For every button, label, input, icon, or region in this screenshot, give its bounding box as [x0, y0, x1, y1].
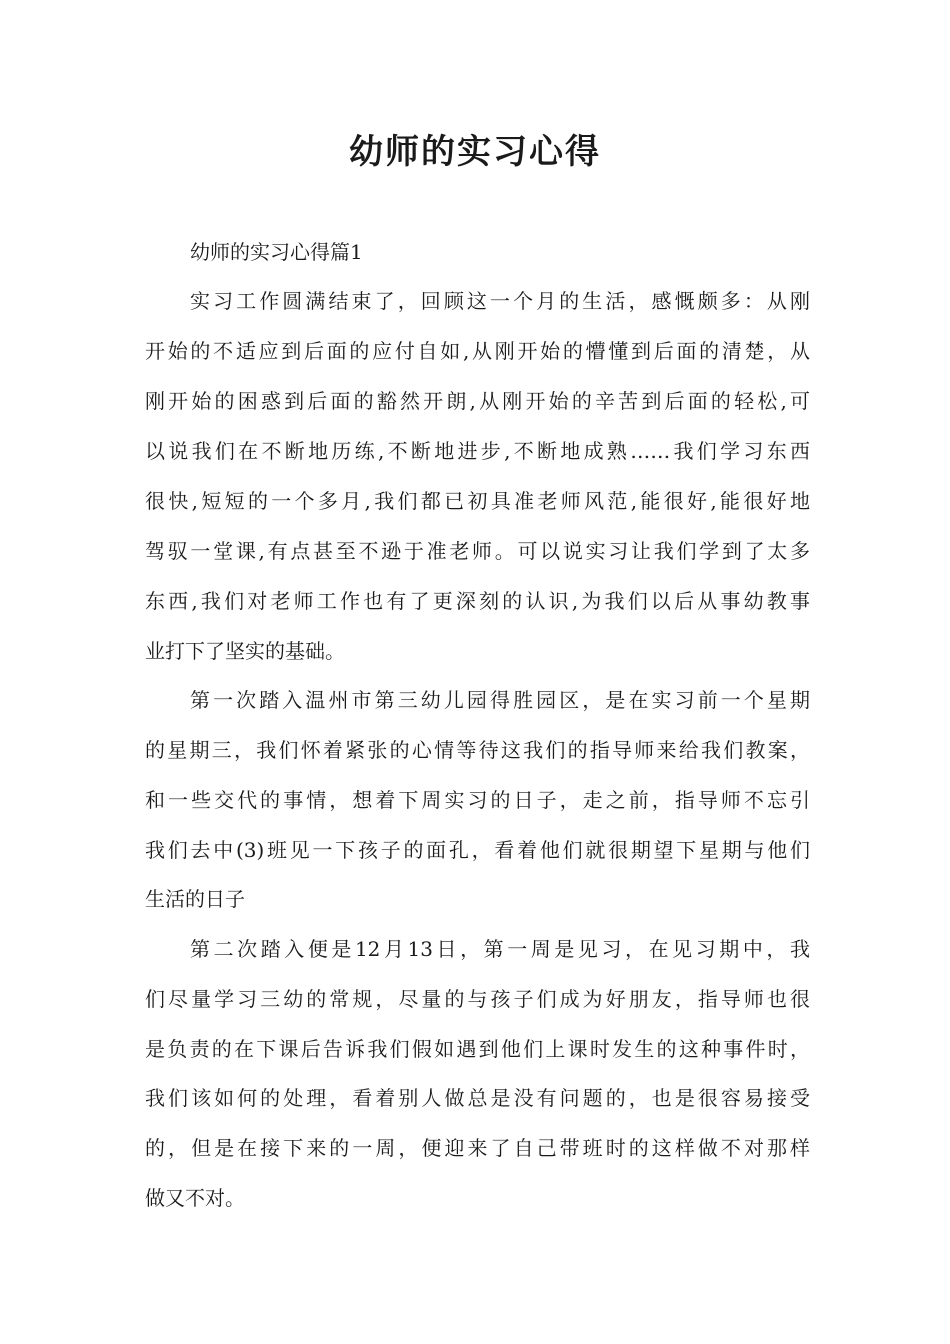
paragraph-3-line: 们尽量学习三幼的常规，尽量的与孩子们成为好朋友，指导师也很	[145, 987, 810, 1011]
paragraph-1-line: 驾驭一堂课,有点甚至不逊于准老师。可以说实习让我们学到了太多	[145, 539, 810, 563]
paragraph-1-line: 刚开始的困惑到后面的豁然开朗,从刚开始的辛苦到后面的轻松,可	[145, 389, 810, 413]
paragraph-3-line: 的，但是在接下来的一周，便迎来了自己带班时的这样做不对那样	[145, 1136, 810, 1160]
paragraph-2-line: 我们去中(3)班见一下孩子的面孔，看着他们就很期望下星期与他们	[145, 838, 810, 862]
section-heading: 幼师的实习心得篇1	[190, 240, 363, 264]
document-title: 幼师的实习心得	[349, 132, 601, 172]
paragraph-1-line: 很快,短短的一个多月,我们都已初具准老师风范,能很好,能很好地	[145, 489, 810, 513]
paragraph-1-line: 实习工作圆满结束了，回顾这一个月的生活，感慨颇多：从刚	[190, 289, 810, 313]
paragraph-3-line: 我们该如何的处理，看着别人做总是没有问题的，也是很容易接受	[145, 1086, 810, 1110]
paragraph-1-line: 开始的不适应到后面的应付自如,从刚开始的懵懂到后面的清楚，从	[145, 339, 810, 363]
paragraph-3-line: 第二次踏入便是12月13日，第一周是见习，在见习期中，我	[190, 937, 810, 961]
paragraph-2-line: 的星期三，我们怀着紧张的心情等待这我们的指导师来给我们教案，	[145, 738, 810, 762]
paragraph-1-line: 以说我们在不断地历练,不断地进步,不断地成熟……我们学习东西	[145, 439, 810, 463]
paragraph-2-line: 和一些交代的事情，想着下周实习的日子，走之前，指导师不忘引	[145, 788, 810, 812]
paragraph-3-line: 是负责的在下课后告诉我们假如遇到他们上课时发生的这种事件时，	[145, 1037, 810, 1061]
paragraph-1-line: 东西,我们对老师工作也有了更深刻的认识,为我们以后从事幼教事	[145, 589, 810, 613]
paragraph-2-line: 第一次踏入温州市第三幼儿园得胜园区，是在实习前一个星期	[190, 688, 810, 712]
paragraph-2-line: 生活的日子	[145, 887, 245, 911]
paragraph-3-line: 做又不对。	[145, 1186, 245, 1210]
paragraph-1-line: 业打下了坚实的基础。	[145, 639, 345, 663]
